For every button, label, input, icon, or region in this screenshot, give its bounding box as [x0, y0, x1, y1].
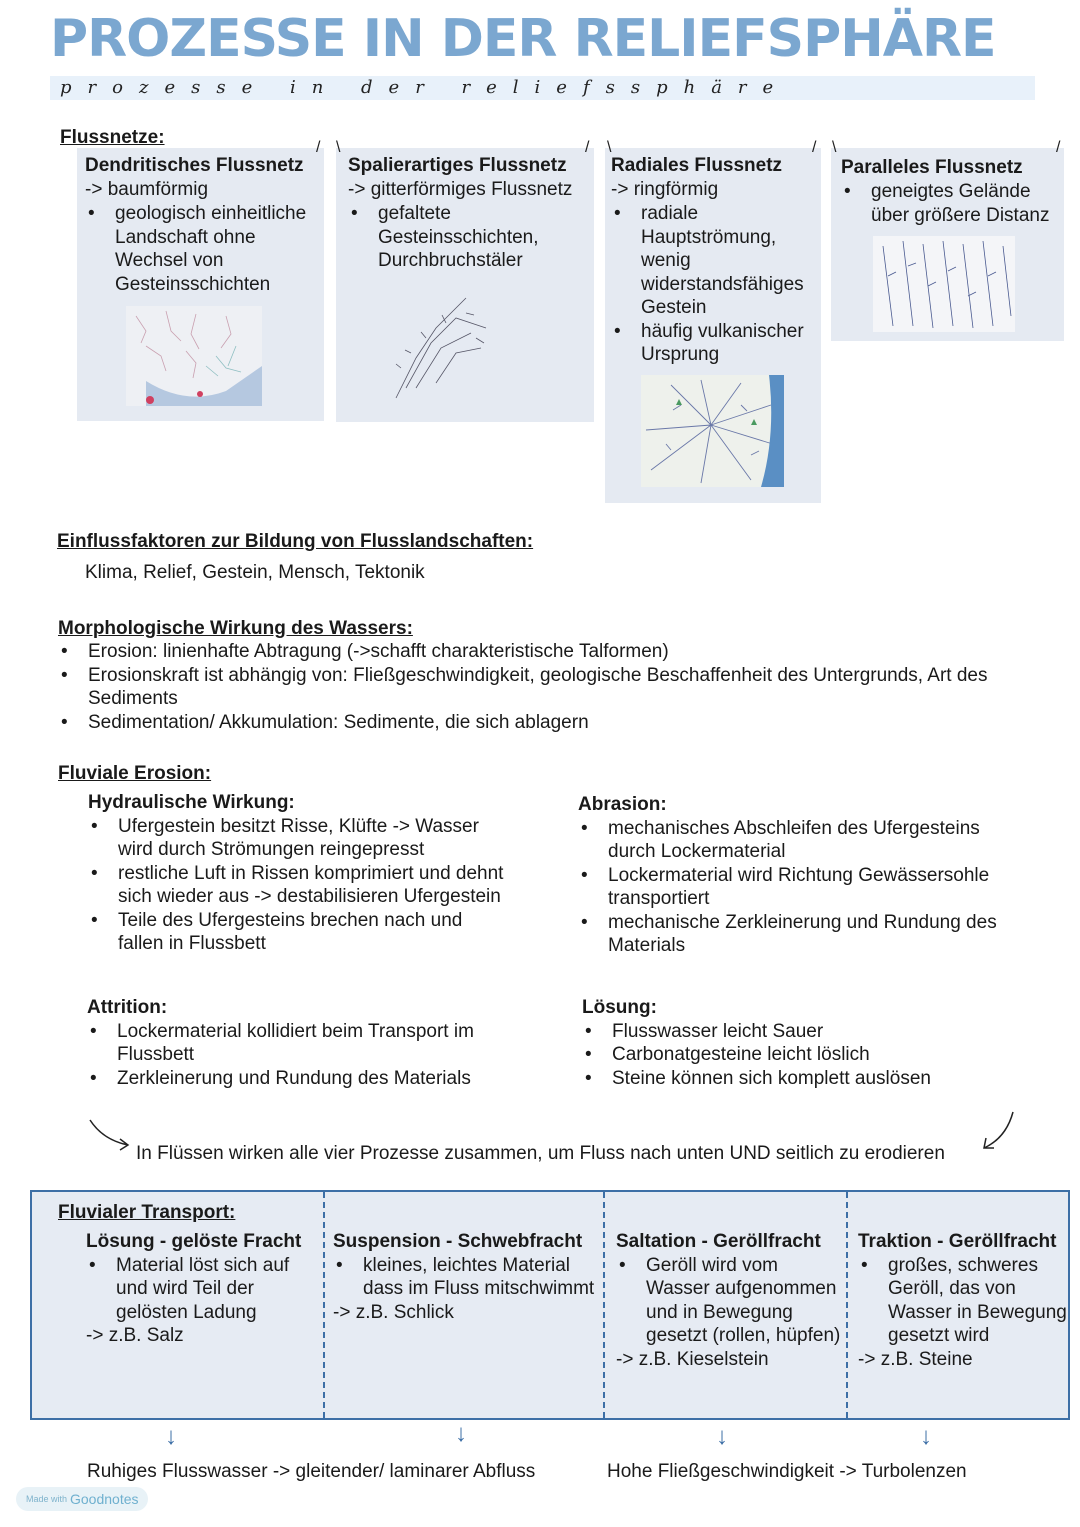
- bullet: • Material löst sich auf und wird Teil der gelösten Ladung: [86, 1254, 320, 1325]
- bullet: • großes, schweres Geröll, das von Wasser in Bewegung gesetzt wird: [858, 1254, 1068, 1348]
- bullet: • Steine können sich komplett auslösen: [582, 1067, 1002, 1091]
- card-dendritisch: [77, 148, 324, 421]
- card-sub: -> gitterförmiges Flussnetz: [348, 179, 573, 200]
- column-divider: [846, 1192, 848, 1418]
- trellis-map-image: [376, 288, 496, 408]
- card-bullet: • gefaltete Gesteinsschichten, Durchbruchstäler: [348, 202, 584, 273]
- einfluss-heading: Einflussfaktoren zur Bildung von Flusslandschaften:: [57, 531, 534, 552]
- flussnetze-heading: Flussnetze:: [60, 127, 165, 148]
- card-parallel: [831, 148, 1064, 341]
- morph-bullet: • Erosion: linienhafte Abtragung (->schafft charakteristische Talformen): [58, 640, 1018, 664]
- bullet: • restliche Luft in Rissen komprimiert und dehnt sich wieder aus -> destabilisieren Ufergestein: [88, 862, 508, 909]
- col-title: Traktion - Geröllfracht: [858, 1231, 1057, 1252]
- col-title: Saltation - Geröllfracht: [616, 1231, 821, 1252]
- bullet: • Teile des Ufergesteins brechen nach und fallen in Flussbett: [88, 909, 508, 956]
- col-example: -> z.B. Steine: [858, 1348, 973, 1370]
- page-title: [50, 6, 1035, 106]
- curved-arrow-icon: [978, 1110, 1018, 1155]
- transport-col-saltation: [616, 1230, 844, 1371]
- bullet: • kleines, leichtes Material dass im Fluss mitschwimmt: [333, 1254, 599, 1301]
- bullet: • Lockermaterial wird Richtung Gewässersohle transportiert: [578, 864, 1008, 911]
- card-bullet: • häufig vulkanischer Ursprung: [611, 320, 817, 367]
- col-title: Suspension - Schwebfracht: [333, 1231, 583, 1252]
- bracket-mark: /: [1056, 139, 1061, 156]
- card-bullet: • geologisch einheitliche Landschaft ohne Wechsel von Gesteinsschichten: [85, 202, 321, 296]
- bullet: • Carbonatgesteine leicht löslich: [582, 1043, 1002, 1067]
- bullet: • mechanisches Abschleifen des Ufergesteins durch Lockermaterial: [578, 817, 1008, 864]
- section-title: Lösung:: [582, 997, 657, 1018]
- bracket-mark: \: [607, 139, 612, 156]
- goodnotes-badge: [16, 1487, 148, 1511]
- bracket-mark: /: [585, 139, 590, 156]
- down-arrow-icon: ↓: [455, 1420, 467, 1447]
- einfluss-text: Klima, Relief, Gestein, Mensch, Tektonik: [85, 562, 425, 583]
- badge-brand: Goodnotes: [70, 1491, 139, 1507]
- attrition-section: [87, 996, 487, 1090]
- bullet: • Zerkleinerung und Rundung des Materials: [87, 1067, 487, 1091]
- bullet: • Geröll wird vom Wasser aufgenommen und in Bewegung gesetzt (rollen, hüpfen): [616, 1254, 844, 1348]
- dendritic-map-image: [126, 306, 262, 406]
- bullet: • Lockermaterial kollidiert beim Transport im Flussbett: [87, 1020, 487, 1067]
- down-arrow-icon: ↓: [716, 1423, 728, 1450]
- transport-col-suspension: [333, 1230, 599, 1324]
- parallel-map-image: [873, 236, 1015, 332]
- erosion-summary: In Flüssen wirken alle vier Prozesse zusammen, um Fluss nach unten UND seitlich zu erodieren: [136, 1143, 945, 1164]
- badge-made-with: Made with: [26, 1494, 68, 1504]
- transport-heading: Fluvialer Transport:: [58, 1202, 236, 1223]
- bullet: • mechanische Zerkleinerung und Rundung des Materials: [578, 911, 1008, 958]
- result-slow-flow: Ruhiges Flusswasser -> gleitender/ laminarer Abfluss: [87, 1461, 536, 1482]
- section-title: Hydraulische Wirkung:: [88, 792, 295, 813]
- card-bullet: • geneigtes Gelände über größere Distanz: [841, 180, 1061, 227]
- loesung-section: [582, 996, 1002, 1090]
- bracket-mark: \: [336, 139, 341, 156]
- hydraulisch-section: [88, 791, 508, 956]
- morph-bullet: • Erosionskraft ist abhängig von: Fließgeschwindigkeit, geologische Beschaffenheit des Untergrunds, Art des Sediments: [58, 664, 1018, 711]
- card-title: Paralleles Flussnetz: [841, 157, 1023, 178]
- bracket-mark: \: [832, 139, 837, 156]
- morph-bullet: • Sedimentation/ Akkumulation: Sedimente, die sich ablagern: [58, 711, 1018, 735]
- transport-box: [30, 1190, 1070, 1420]
- transport-col-traktion: [858, 1230, 1068, 1371]
- card-spalierartig: [336, 148, 594, 422]
- bracket-mark: /: [812, 139, 817, 156]
- bullet: • Ufergestein besitzt Risse, Klüfte -> Wasser wird durch Strömungen reingepresst: [88, 815, 508, 862]
- erosion-heading: Fluviale Erosion:: [58, 763, 212, 784]
- title-block-letters: PROZESSE IN DER RELIEFSPHÄRE: [50, 9, 996, 69]
- bullet: • Flusswasser leicht Sauer: [582, 1020, 1002, 1044]
- result-fast-flow: Hohe Fließgeschwindigkeit -> Turbolenzen: [607, 1461, 967, 1482]
- column-divider: [603, 1192, 605, 1418]
- curved-arrow-icon: [88, 1115, 133, 1153]
- col-example: -> z.B. Salz: [86, 1325, 184, 1346]
- card-sub: -> baumförmig: [85, 179, 209, 200]
- down-arrow-icon: ↓: [165, 1423, 177, 1450]
- card-title: Spalierartiges Flussnetz: [348, 155, 567, 176]
- transport-col-loesung: [86, 1230, 320, 1348]
- card-title: Radiales Flussnetz: [611, 155, 783, 176]
- card-sub: -> ringförmig: [611, 179, 719, 200]
- card-bullet: • radiale Hauptströmung, wenig widerstandsfähiges Gestein: [611, 202, 817, 320]
- section-title: Abrasion:: [578, 794, 667, 815]
- radial-map-image: [641, 375, 784, 487]
- card-title: Dendritisches Flussnetz: [85, 155, 304, 176]
- col-example: -> z.B. Schlick: [333, 1301, 454, 1323]
- morph-heading: Morphologische Wirkung des Wassers:: [58, 618, 413, 639]
- down-arrow-icon: ↓: [920, 1423, 932, 1450]
- col-example: -> z.B. Kieselstein: [616, 1348, 769, 1370]
- title-script: prozesse in der reliefssphäre: [60, 77, 790, 98]
- bracket-mark: /: [316, 139, 321, 156]
- col-title: Lösung - gelöste Fracht: [86, 1231, 302, 1252]
- abrasion-section: [578, 793, 1008, 958]
- card-radial: [605, 148, 821, 503]
- column-divider: [323, 1192, 325, 1418]
- section-title: Attrition:: [87, 997, 168, 1018]
